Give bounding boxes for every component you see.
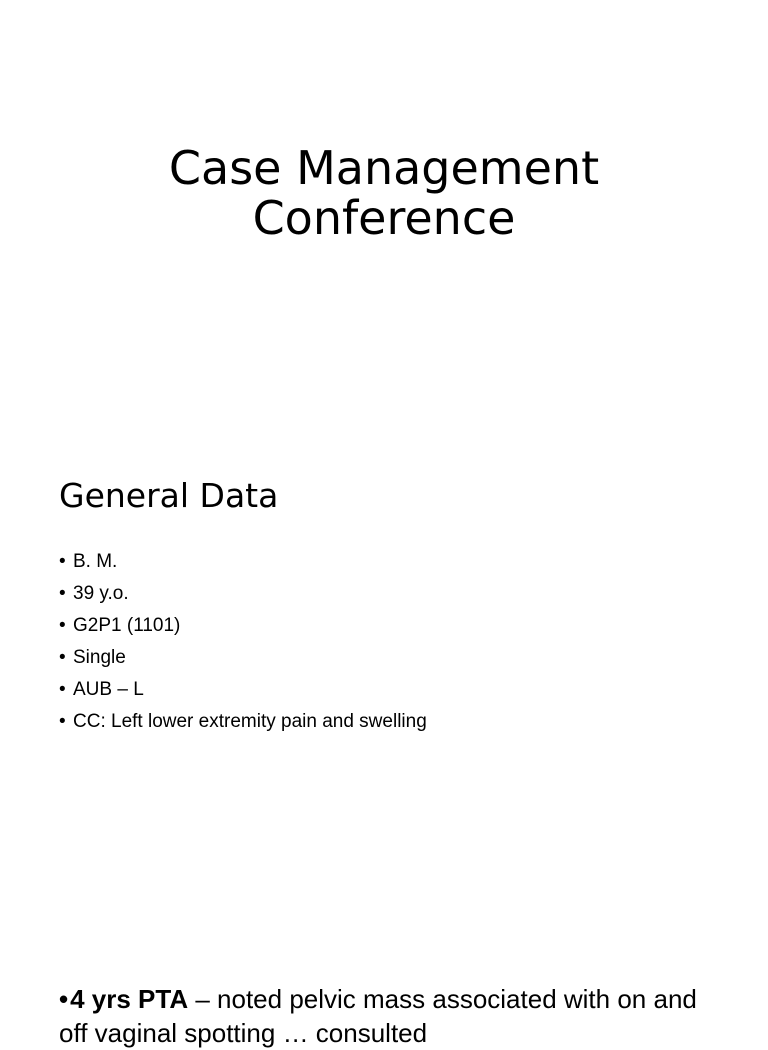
bullet-glyph: •	[59, 984, 69, 1014]
list-item-age: • 39 y.o.	[59, 578, 427, 610]
list-item-obstetric-score: • G2P1 (1101)	[59, 610, 427, 642]
title-line-1: Case Management	[168, 140, 600, 195]
history-bullet-text	[59, 982, 719, 1050]
history-lead: 4 yrs PTA	[70, 984, 189, 1014]
title-line-2: Conference	[252, 190, 516, 245]
general-data-list	[59, 546, 427, 738]
section-heading: General Data	[59, 476, 279, 515]
presentation-title	[0, 140, 768, 245]
history-slide	[0, 968, 768, 1048]
general-data-slide	[0, 432, 768, 912]
list-item-civil-status: • Single	[59, 642, 427, 674]
list-item-chief-complaint: • CC: Left lower extremity pain and swelling	[59, 706, 427, 738]
history-text: – noted pelvic mass associated with on and off vaginal spotting … consulted	[59, 984, 697, 1048]
title-slide	[0, 0, 768, 432]
list-item-initials: • B. M.	[59, 546, 427, 578]
list-item-diagnosis: • AUB – L	[59, 674, 427, 706]
